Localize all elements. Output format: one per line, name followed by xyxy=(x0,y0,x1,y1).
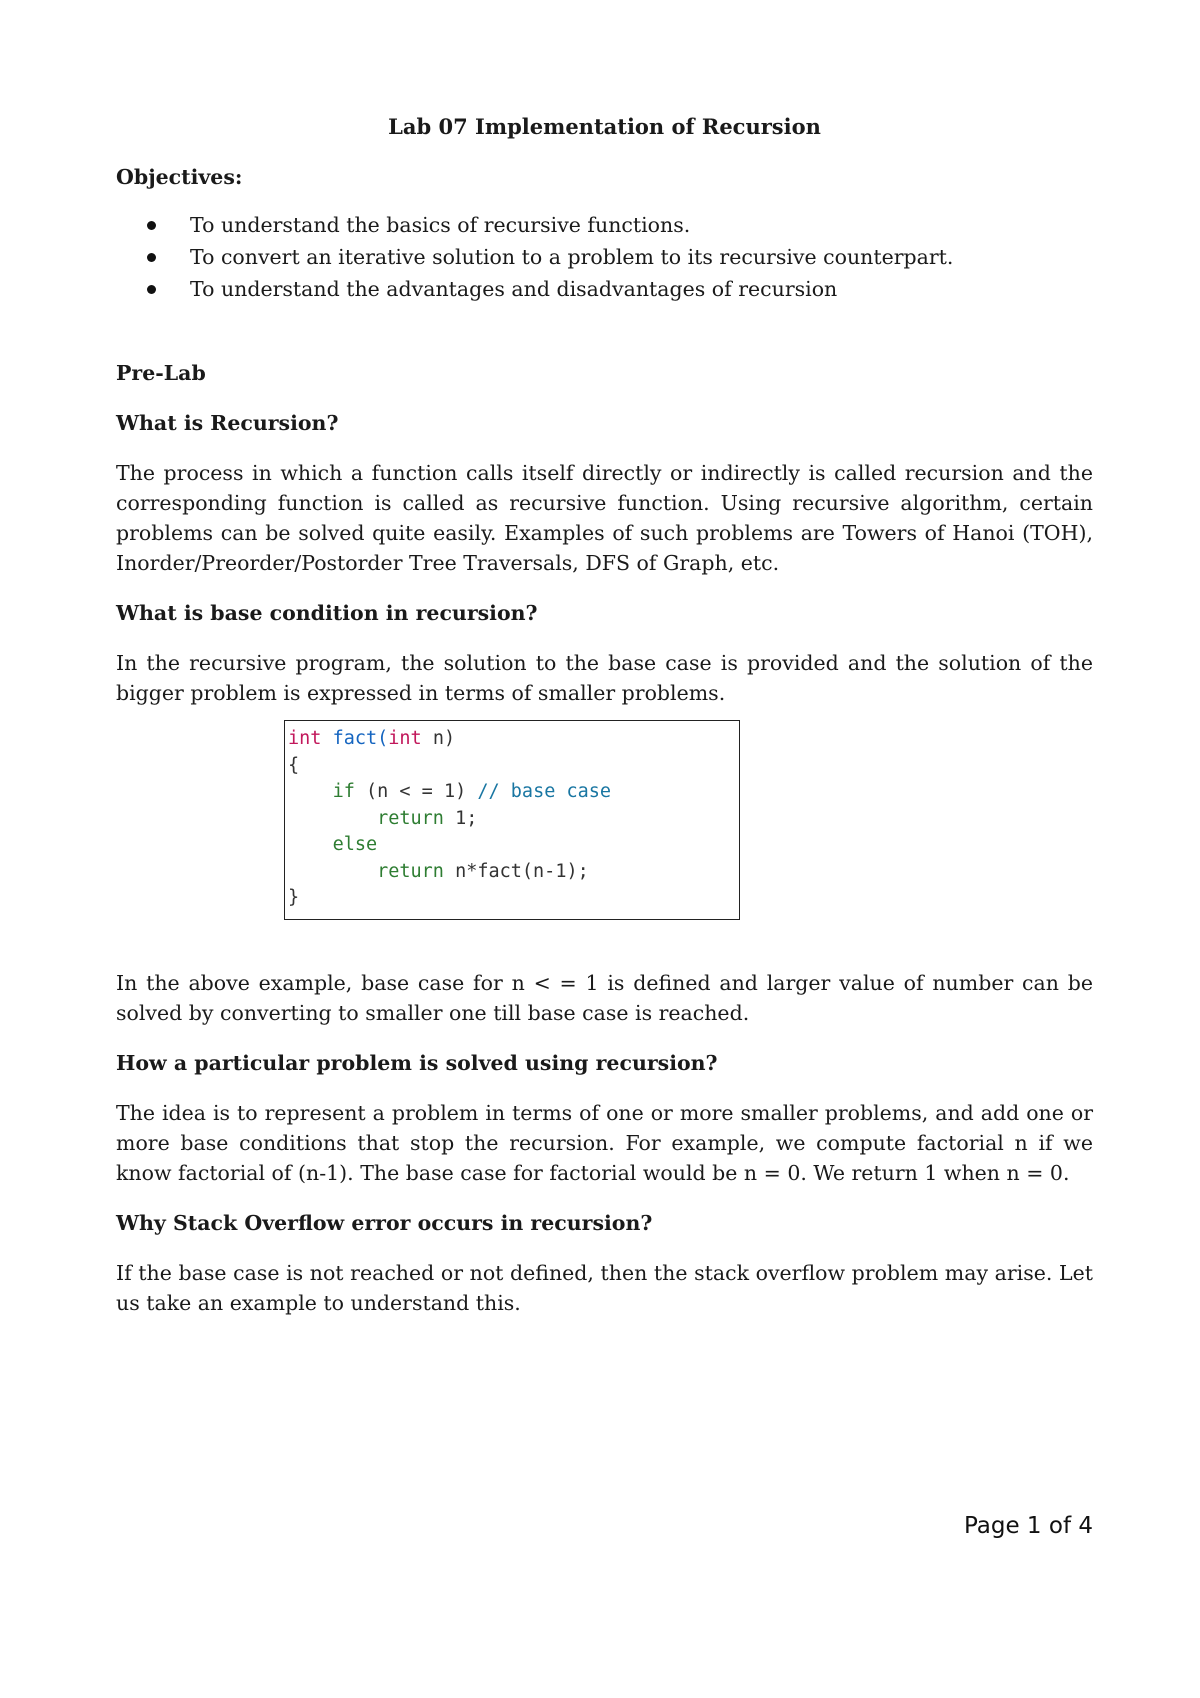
list-item xyxy=(190,274,1093,304)
document-title: Lab 07 Implementation of Recursion xyxy=(388,114,821,139)
section-heading-stack-overflow: Why Stack Overflow error occurs in recursion? xyxy=(116,1211,653,1235)
code-comment: // base case xyxy=(477,781,612,802)
section-heading-how-solved: How a particular problem is solved using recursion? xyxy=(116,1051,718,1075)
code-token: return xyxy=(377,807,444,829)
code-token: { xyxy=(288,754,300,776)
after-code-body: In the above example, base case for n < = 1 is defined and larger value of number can be solved by converting to smaller one till base case is reached. xyxy=(116,971,1093,1025)
objectives-list xyxy=(116,210,1093,304)
code-token: if xyxy=(332,781,355,802)
section-body-stack-overflow: If the base case is not reached or not defined, then the stack overflow problem may arise. Let us take an example to understand this. xyxy=(116,1261,1093,1315)
section-heading-base-condition: What is base condition in recursion? xyxy=(116,601,538,625)
code-token: } xyxy=(288,887,300,908)
list-item xyxy=(190,210,1093,240)
objectives-heading: Objectives: xyxy=(116,165,243,189)
code-token: else xyxy=(332,834,378,855)
section-heading-what-is-recursion: What is Recursion? xyxy=(116,411,339,435)
bullet-icon xyxy=(147,253,156,262)
objective-text: To understand the advantages and disadvantages of recursion xyxy=(190,277,838,301)
code-token: int xyxy=(388,728,422,749)
section-body-how-solved: The idea is to represent a problem in terms of one or more smaller problems, and add one or more base conditions that stop the recursion. For example, we compute factorial n if we know factorial of (n-1). The base case for factorial would be n = 0. We return 1 when n = 0. xyxy=(116,1101,1093,1185)
page-number-footer: Page 1 of 4 xyxy=(963,1513,1093,1539)
list-item xyxy=(190,242,1093,272)
section-body-base-condition: In the recursive program, the solution to the base case is provided and the solution of the bigger problem is expressed in terms of smaller problems. xyxy=(116,651,1093,705)
code-snippet-box xyxy=(284,720,740,920)
code-token: 1; xyxy=(443,807,478,829)
code-token: fact xyxy=(332,728,378,749)
code-token: (n < = 1) xyxy=(354,781,478,802)
code-token: n) xyxy=(421,728,456,749)
code-token: ( xyxy=(377,728,389,749)
objective-text: To understand the basics of recursive functions. xyxy=(190,213,691,237)
section-body-what-is-recursion: The process in which a function calls itself directly or indirectly is called recursion and the corresponding function is called as recursive function. Using recursive algorithm, certain problems can be solved quite easily. Examples of such problems are Towers of Hanoi (TOH), Inorder/Preorder/Postorder Tree Traversals, DFS of Graph, etc. xyxy=(116,461,1093,575)
prelab-heading: Pre-Lab xyxy=(116,361,206,385)
document-body xyxy=(116,112,1093,1338)
code-token: return xyxy=(377,860,444,882)
code-token: int xyxy=(288,728,322,749)
objective-text: To convert an iterative solution to a problem to its recursive counterpart. xyxy=(190,245,954,269)
bullet-icon xyxy=(147,285,156,294)
bullet-icon xyxy=(147,221,156,230)
spacer xyxy=(116,306,1093,358)
code-token: n*fact(n-1); xyxy=(443,860,589,882)
